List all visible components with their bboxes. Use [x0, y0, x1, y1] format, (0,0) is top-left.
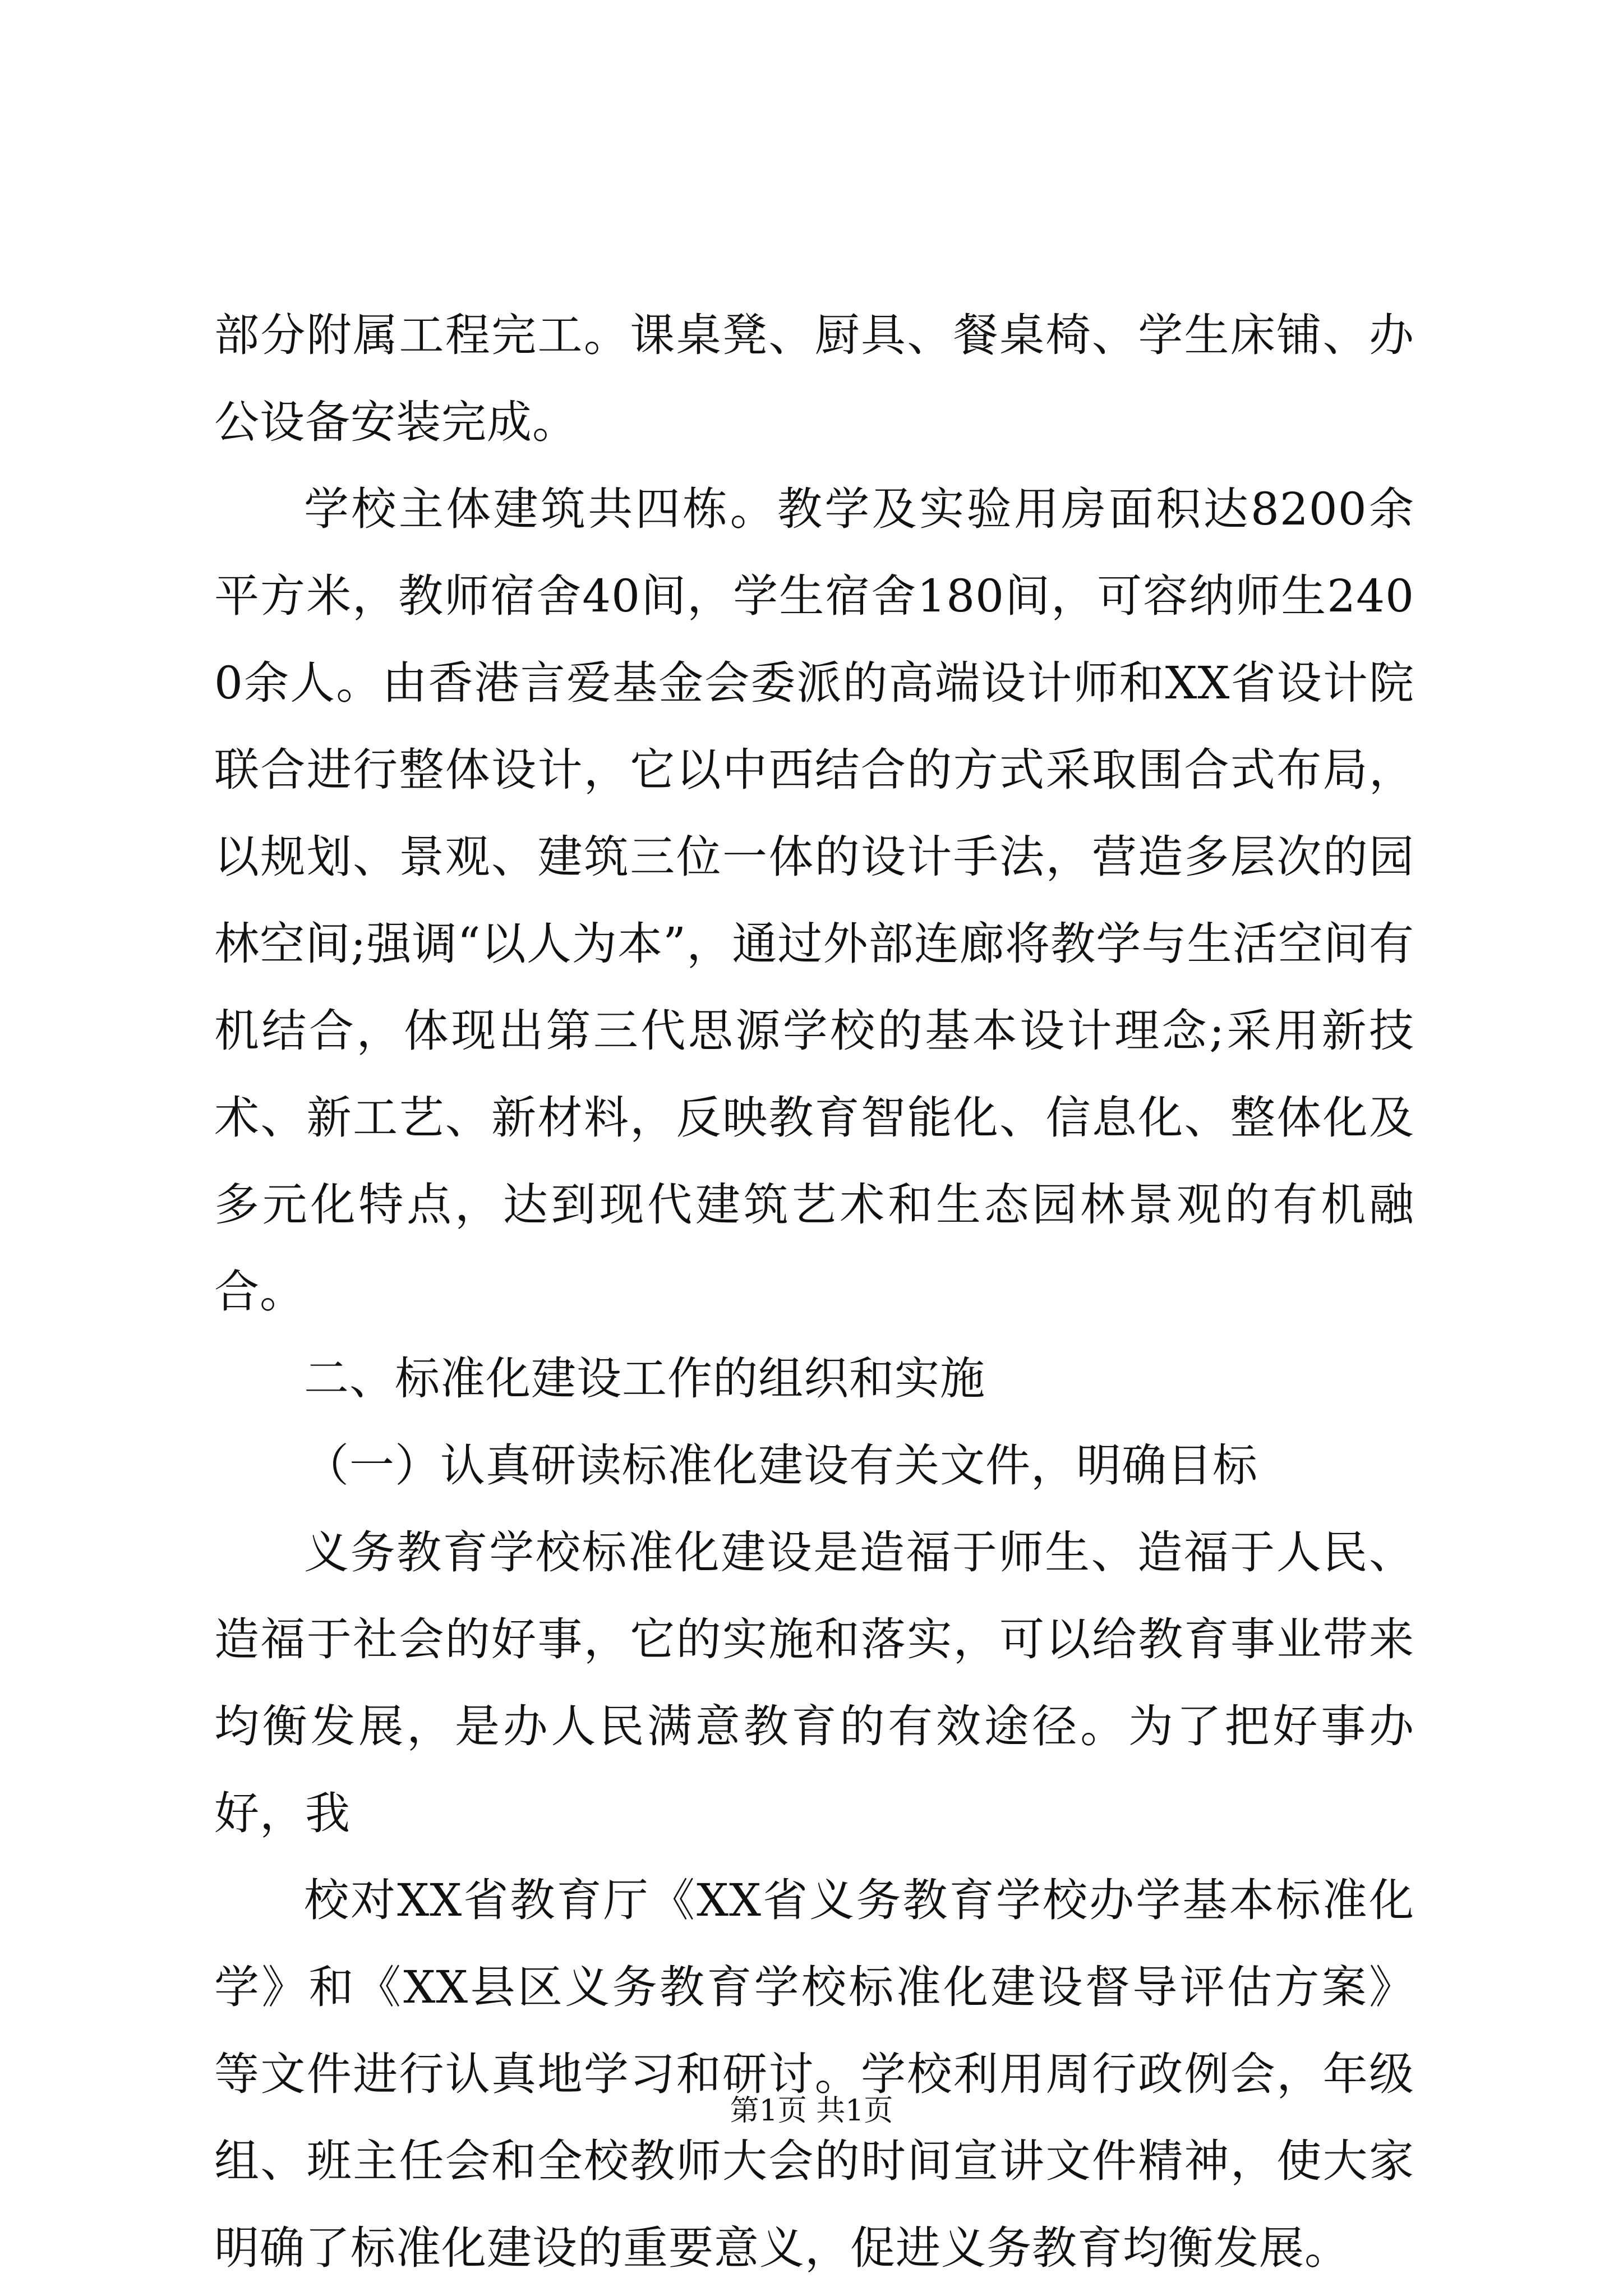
paragraph-3: 义务教育学校标准化建设是造福于师生、造福于人民、造福于社会的好事，它的实施和落实，可以给教育事业带来均衡发展，是办人民满意教育的有效途径。为了把好事办好，我: [214, 1526, 1414, 1839]
paragraph-4: 校对XX省教育厅《XX省义务教育学校办学基本标准化学》和《XX县区义务教育学校标准化建设督导评估方案》等文件进行认真地学习和研讨。学校利用周行政例会，年级组、班主任会和全校教师大会的时间宣讲文件精神，使大家明确了标准化建设的重要意义，促进义务教育均衡发展。: [214, 1874, 1414, 2274]
paragraph-2: 学校主体建筑共四栋。教学及实验用房面积达8200余平方米，教师宿舍40间，学生宿舍180间，可容纳师生2400余人。由香港言爱基金会委派的高端设计师和XX省设计院联合进行整体设计，它以中西结合的方式采取围合式布局，以规划、景观、建筑三位一体的设计手法，营造多层次的园林空间;强调“以人为本”，通过外部连廊将教学与生活空间有机结合，体现出第三代思源学校的基本设计理念;采用新技术、新工艺、新材料，反映教育智能化、信息化、整体化及多元化特点，达到现代建筑艺术和生态园林景观的有机融合。: [214, 483, 1414, 1318]
section-heading: 二、标准化建设工作的组织和实施: [304, 1352, 985, 1405]
paragraph-1: 部分附属工程完工。课桌凳、厨具、餐桌椅、学生床铺、办公设备安装完成。: [214, 309, 1414, 448]
document-body: [214, 292, 1414, 2292]
page-footer: 第1页 共1页: [730, 2094, 893, 2128]
subsection-heading: （一）认真研读标准化建设有关文件，明确目标: [304, 1439, 1258, 1492]
